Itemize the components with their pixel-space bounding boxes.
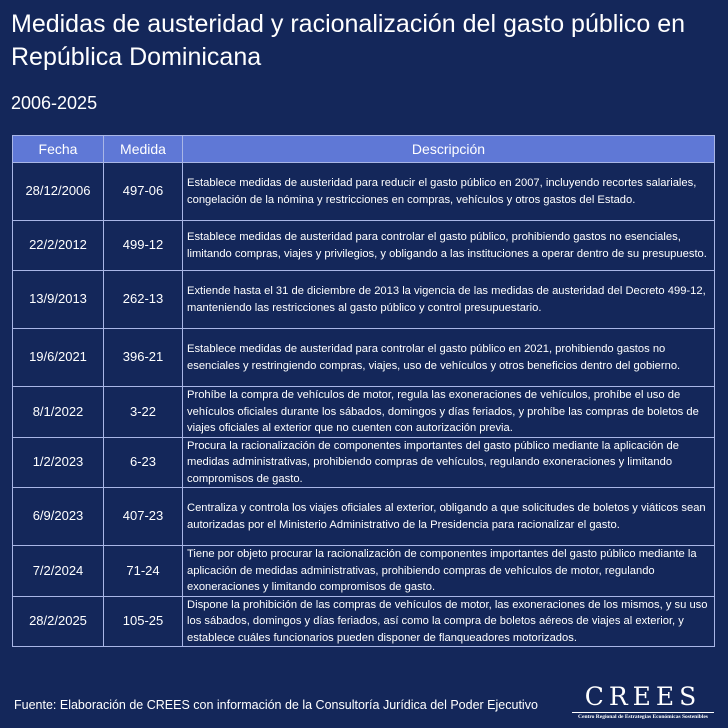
cell-descripcion: Centraliza y controla los viajes oficiales al exterior, obligando a que solicitudes de boletos y viáticos sean autorizadas por el Ministerio Administrativo de la Presidencia para racionalizar el gasto.	[183, 488, 715, 546]
cell-fecha: 1/2/2023	[13, 437, 104, 488]
cell-descripcion: Procura la racionalización de componentes importantes del gasto público mediante la aplicación de medidas administrativas, prohibiendo compras de vehículos, regulando exoneraciones y limitando compromisos de gasto.	[183, 437, 715, 488]
cell-fecha: 28/12/2006	[13, 163, 104, 221]
cell-descripcion: Extiende hasta el 31 de diciembre de 2013 la vigencia de las medidas de austeridad del Decreto 499-12, manteniendo las restricciones al gasto público y control presupuestario.	[183, 271, 715, 329]
cell-fecha: 22/2/2012	[13, 221, 104, 271]
cell-descripcion: Establece medidas de austeridad para controlar el gasto público, prohibiendo gastos no esenciales, limitando compras, viajes y privilegios, y obligando a las instituciones a operar dentro de su presupuesto.	[183, 221, 715, 271]
header-descripcion: Descripción	[183, 136, 715, 163]
table-row	[13, 163, 715, 221]
table-row	[13, 271, 715, 329]
table-row	[13, 596, 715, 647]
table-row	[13, 387, 715, 438]
table-header-row	[13, 136, 715, 163]
cell-medida: 71-24	[104, 546, 183, 597]
cell-descripcion: Prohíbe la compra de vehículos de motor, regula las exoneraciones de vehículos, prohíbe el uso de vehículos oficiales durante los sábados, domingos y días feriados, y prohíbe las compras de boletos de viajes oficiales al exterior que no cuenten con autorización previa.	[183, 387, 715, 438]
cell-descripcion: Tiene por objeto procurar la racionalización de componentes importantes del gasto público mediante la aplicación de medidas administrativas, prohibiendo compras de vehículos de motor, regulando exoneraciones y limitando compromisos de gasto.	[183, 546, 715, 597]
cell-medida: 262-13	[104, 271, 183, 329]
page-title: Medidas de austeridad y racionalización del gasto público en República Dominicana	[11, 10, 686, 71]
cell-descripcion: Establece medidas de austeridad para controlar el gasto público en 2021, prohibiendo gastos no esenciales y restringiendo compras, viajes, uso de vehículos y otros beneficios dentro del gobierno.	[183, 329, 715, 387]
austerity-measures-table	[12, 135, 715, 647]
date-range-subtitle: 2006-2025	[11, 93, 98, 113]
cell-fecha: 19/6/2021	[13, 329, 104, 387]
cell-medida: 3-22	[104, 387, 183, 438]
logo-wordmark: CREES	[584, 682, 702, 711]
cell-fecha: 13/9/2013	[13, 271, 104, 329]
cell-medida: 105-25	[104, 596, 183, 647]
header-medida: Medida	[104, 136, 183, 163]
table-row	[13, 329, 715, 387]
logo-divider	[572, 712, 714, 713]
cell-descripcion: Dispone la prohibición de las compras de vehículos de motor, las exoneraciones de los mismos, y su uso los sábados, domingos y días feriados, así como la compra de boletos aéreos de viajes al exterior, y establece cuáles funcionarios pueden disponer de flanqueadores motorizados.	[183, 596, 715, 647]
table-row	[13, 546, 715, 597]
logo-tagline: Centro Regional de Estrategias Económicas Sostenibles	[578, 714, 708, 720]
table-row	[13, 488, 715, 546]
cell-fecha: 7/2/2024	[13, 546, 104, 597]
source-note: Fuente: Elaboración de CREES con información de la Consultoría Jurídica del Poder Ejecutivo	[14, 698, 538, 712]
table-row	[13, 221, 715, 271]
table-row	[13, 437, 715, 488]
header-fecha: Fecha	[13, 136, 104, 163]
crees-logo	[568, 683, 718, 721]
cell-medida: 499-12	[104, 221, 183, 271]
cell-fecha: 6/9/2023	[13, 488, 104, 546]
cell-medida: 497-06	[104, 163, 183, 221]
cell-descripcion: Establece medidas de austeridad para reducir el gasto público en 2007, incluyendo recortes salariales, congelación de la nómina y restricciones en compras, vehículos y otros gastos del Estado.	[183, 163, 715, 221]
cell-medida: 6-23	[104, 437, 183, 488]
cell-medida: 407-23	[104, 488, 183, 546]
cell-medida: 396-21	[104, 329, 183, 387]
cell-fecha: 28/2/2025	[13, 596, 104, 647]
cell-fecha: 8/1/2022	[13, 387, 104, 438]
